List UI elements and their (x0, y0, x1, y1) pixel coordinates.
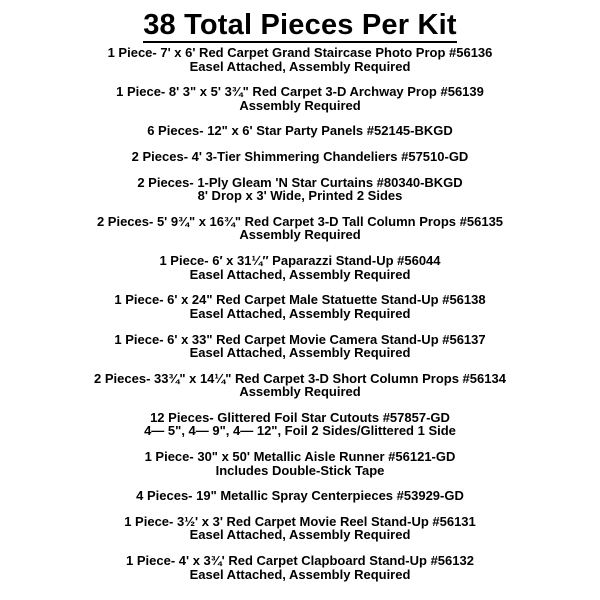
list-item (0, 46, 600, 73)
item-description: 1 Piece- 6' x 24" Red Carpet Male Statuette Stand-Up #56138 (114, 292, 486, 308)
item-description: 1 Piece- 7' x 6' Red Carpet Grand Staircase Photo Prop #56136 (107, 45, 493, 60)
item-description: 1 Piece- 30" x 50' Metallic Aisle Runner #56121-GD (144, 449, 456, 465)
item-note: Assembly Required (239, 227, 361, 243)
page-title-text: 38 Total Pieces Per Kit (143, 9, 457, 41)
list-item (0, 124, 600, 138)
item-description: 2 Pieces- 5' 9¾" x 16¾" Red Carpet 3-D Tall Column Props #56135 (96, 213, 504, 229)
item-note: Assembly Required (239, 384, 361, 400)
list-item (0, 150, 600, 164)
list-item (0, 215, 600, 242)
item-note: Easel Attached, Assembly Required (189, 566, 411, 582)
list-item (0, 176, 600, 203)
list-item (0, 293, 600, 320)
item-description: 2 Pieces- 33¾" x 14¼" Red Carpet 3-D Short Column Props #56134 (94, 370, 506, 386)
page-title (0, 7, 600, 43)
item-description: 1 Piece- 4' x 3¾' Red Carpet Clapboard Stand-Up #56132 (126, 553, 474, 569)
list-item (0, 450, 600, 477)
item-description: 12 Pieces- Glittered Foil Star Cutouts #57857-GD (150, 409, 450, 425)
item-note: Easel Attached, Assembly Required (189, 345, 411, 360)
list-item (0, 254, 600, 281)
item-note: Assembly Required (239, 97, 361, 113)
item-description: 1 Piece- 6' x 33" Red Carpet Movie Camera Stand-Up #56137 (114, 331, 486, 347)
item-note: Easel Attached, Assembly Required (189, 58, 411, 74)
kit-contents-list (0, 46, 600, 593)
list-item (0, 85, 600, 112)
list-item (0, 489, 600, 503)
item-description: 1 Piece- 6′ x 31¼″ Paparazzi Stand-Up #56044 (159, 253, 441, 269)
item-description: 1 Piece- 3½' x 3' Red Carpet Movie Reel Stand-Up #56131 (124, 513, 476, 529)
list-item (0, 554, 600, 581)
item-description: 2 Pieces- 1-Ply Gleam 'N Star Curtains #80340-BKGD (137, 174, 463, 190)
item-note: Easel Attached, Assembly Required (189, 305, 411, 321)
item-description: 4 Pieces- 19" Metallic Spray Centerpieces #53929-GD (136, 488, 464, 504)
list-item (0, 411, 600, 438)
item-note: Easel Attached, Assembly Required (189, 266, 411, 282)
list-item (0, 333, 600, 360)
item-note: 4— 5", 4— 9", 4— 12", Foil 2 Sides/Glittered 1 Side (144, 423, 456, 439)
item-note: Easel Attached, Assembly Required (189, 527, 411, 543)
item-note: 8' Drop x 3' Wide, Printed 2 Sides (197, 188, 403, 204)
list-item (0, 372, 600, 399)
list-item (0, 515, 600, 542)
item-description: 1 Piece- 8' 3" x 5' 3¾" Red Carpet 3-D Archway Prop #56139 (116, 84, 484, 100)
item-description: 2 Pieces- 4' 3-Tier Shimmering Chandeliers #57510-GD (131, 149, 469, 165)
item-note: Includes Double-Stick Tape (215, 462, 385, 478)
item-description: 6 Pieces- 12" x 6' Star Party Panels #52145-BKGD (147, 123, 453, 139)
